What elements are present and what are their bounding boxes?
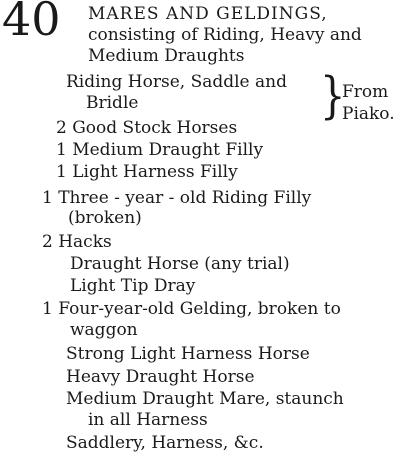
text-line: 1 Light Harness Filly (56, 162, 238, 182)
text-line: Draught Horse (any trial) (70, 254, 290, 274)
text-line: in all Harness (88, 410, 208, 430)
lot-number: 40 (2, 0, 61, 46)
text-line: Bridle (86, 93, 139, 113)
text-line: 1 Medium Draught Filly (56, 140, 264, 160)
source-note-place: Piako. (342, 104, 395, 124)
text-line: 1 Four-year-old Gelding, broken to (42, 299, 341, 319)
text-line: 2 Good Stock Horses (56, 118, 238, 138)
text-line: Saddlery, Harness, &c. (66, 433, 264, 453)
text-line: Riding Horse, Saddle and (66, 72, 287, 92)
text-line: 1 Three - year - old Riding Filly (42, 188, 312, 208)
heading: MARES AND GELDINGS, (88, 4, 328, 24)
brace-icon: } (320, 67, 346, 125)
text-line: Strong Light Harness Horse (66, 344, 310, 364)
text-line: 2 Hacks (42, 232, 112, 252)
text-line: Heavy Draught Horse (66, 367, 255, 387)
text-line: Medium Draughts (88, 46, 245, 66)
text-line: Light Tip Dray (70, 276, 196, 296)
text-line: waggon (70, 320, 138, 340)
text-line: (broken) (68, 208, 142, 228)
text-line: consisting of Riding, Heavy and (88, 25, 362, 45)
text-line: Medium Draught Mare, staunch (66, 389, 344, 409)
source-note-from: From (342, 82, 389, 102)
